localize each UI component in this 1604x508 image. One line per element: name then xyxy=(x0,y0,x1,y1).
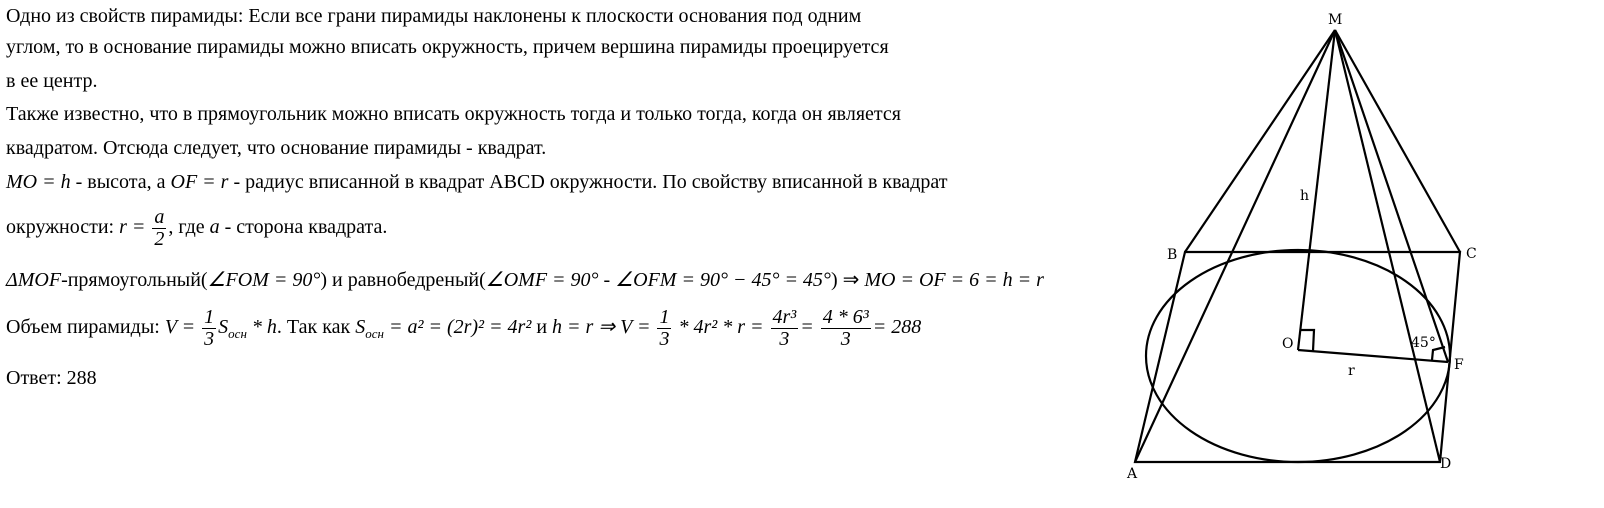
text-span: ) ⇒ xyxy=(830,269,865,291)
vertex-b-label: B xyxy=(1167,247,1178,263)
text-span: ) и равнобедреный( xyxy=(320,269,486,291)
text-span: . Так как xyxy=(276,316,356,339)
formula-r: r = xyxy=(119,216,146,239)
vertex-c-label: C xyxy=(1466,246,1477,262)
text-line-6 xyxy=(6,172,947,192)
text-span: , где xyxy=(168,216,210,239)
text-span: и xyxy=(531,316,553,339)
fraction-4r3-over-3 xyxy=(771,307,799,350)
text-span: -прямоугольный( xyxy=(61,269,208,291)
text-line-7 xyxy=(6,207,387,250)
vertex-m-label: M xyxy=(1328,12,1343,28)
text-line-9 xyxy=(6,307,921,350)
edge-ma xyxy=(1135,30,1335,462)
fraction-denominator: 3 xyxy=(840,328,851,350)
formula-v: V = xyxy=(164,316,196,339)
fraction-numerator: 1 xyxy=(204,306,215,328)
fraction-numerator: 4 * 6³ xyxy=(822,306,869,328)
fraction-numerator: 4r³ xyxy=(772,306,797,328)
vertex-a-label: A xyxy=(1127,466,1138,482)
subscript-osn: осн xyxy=(365,326,384,342)
formula-times-h: * h xyxy=(246,316,277,339)
edge-mc xyxy=(1335,30,1460,252)
solution-text xyxy=(6,0,1156,508)
text-line-4: Также известно, что в прямоугольник можно вписать окружность тогда и только тогда, когда он является xyxy=(6,103,901,125)
formula-s: S xyxy=(355,316,366,339)
point-o-label: O xyxy=(1282,336,1294,352)
angle-45-label: 45° xyxy=(1411,335,1436,351)
height-h-label: h xyxy=(1300,188,1310,204)
pyramid-diagram xyxy=(1120,0,1604,508)
inscribed-circle xyxy=(1146,250,1450,462)
formula-s: S xyxy=(218,316,229,339)
text-line-5: квадратом. Отсюда следует, что основание пирамиды - квадрат. xyxy=(6,137,547,159)
vertex-d-label: D xyxy=(1440,456,1452,472)
formula-product: * 4r² * r = xyxy=(673,316,764,339)
formula-result: = 288 xyxy=(872,316,922,339)
text-span: - радиус вписанной в квадрат ABCD окружности. По свойству вписанной в квадрат xyxy=(228,171,948,193)
text-line-2: углом, то в основание пирамиды можно вписать окружность, причем вершина пирамиды проецируется xyxy=(6,36,889,58)
text-span: окружности: xyxy=(6,216,120,239)
radius-of xyxy=(1298,350,1448,362)
apothem-mf xyxy=(1335,30,1448,362)
text-line-8 xyxy=(6,270,1044,290)
formula-of-r: OF = r xyxy=(170,171,229,193)
formula-h-r: h = r xyxy=(552,316,594,339)
text-span: Объем пирамиды: xyxy=(6,316,165,339)
edge-md xyxy=(1335,30,1440,462)
fraction-denominator: 3 xyxy=(779,328,790,350)
point-f-label: F xyxy=(1454,357,1464,373)
formula-equality: MO = OF = 6 = h = r xyxy=(864,269,1044,291)
text-line-3: в ее центр. xyxy=(6,70,98,92)
formula-triangle-mof: ΔMOF xyxy=(6,269,62,291)
formula-a: a xyxy=(209,216,220,239)
fraction-a-over-2 xyxy=(152,207,166,250)
formula-mo-h: MO = h xyxy=(6,171,71,193)
answer-line: Ответ: 288 xyxy=(6,367,97,389)
fraction-denominator: 3 xyxy=(659,328,670,350)
fraction-4-6cubed-over-3 xyxy=(821,307,871,350)
subscript-osn: осн xyxy=(228,326,247,342)
fraction-one-third xyxy=(657,307,671,350)
formula-angle-fom: ∠FOM = 90° xyxy=(207,269,321,291)
fraction-numerator: 1 xyxy=(659,306,670,328)
formula-angle-omf: ∠OMF = 90° - ∠OFM = 90° − 45° = 45° xyxy=(485,269,831,291)
text-span: - сторона квадрата. xyxy=(219,216,388,239)
radius-r-label: r xyxy=(1348,363,1355,379)
fraction-numerator: a xyxy=(154,206,165,228)
formula-implies-v: ⇒ V = xyxy=(593,316,651,339)
formula-equals: = xyxy=(800,316,814,339)
right-angle-o-marker xyxy=(1300,330,1314,351)
fraction-denominator: 2 xyxy=(154,228,165,250)
fraction-one-third xyxy=(202,307,216,350)
text-line-1: Одно из свойств пирамиды: Если все грани пирамиды наклонены к плоскости основания под одним xyxy=(6,5,862,27)
text-span: - высота, а xyxy=(70,171,171,193)
fraction-denominator: 3 xyxy=(204,328,215,350)
formula-area: = a² = (2r)² = 4r² xyxy=(383,316,532,339)
